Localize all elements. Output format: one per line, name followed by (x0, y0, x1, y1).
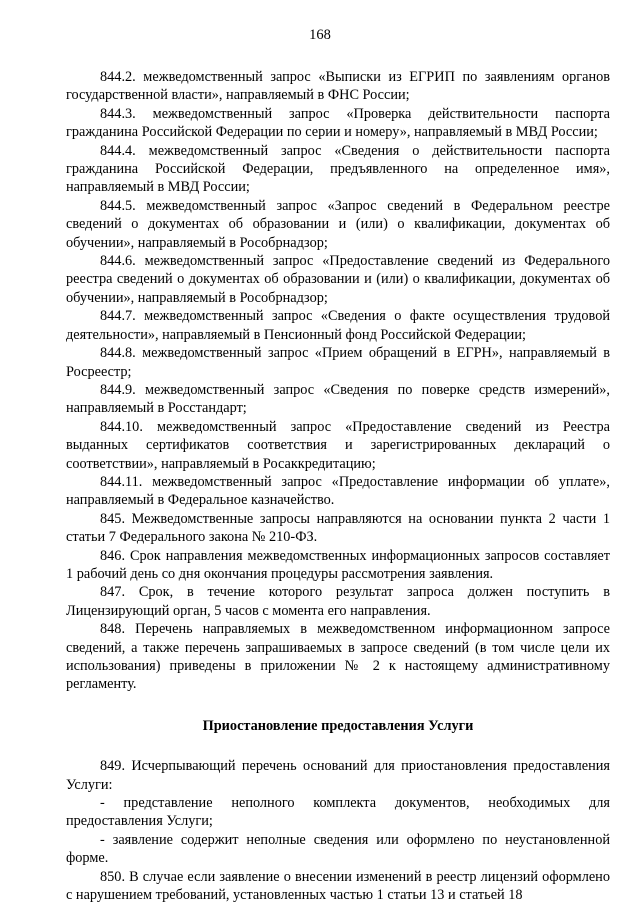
paragraph-850: 850. В случае если заявление о внесении изменений в реестр лицензий оформлено с нарушением требований, установленных частью 1 статьи 13 и статьей 18 (66, 868, 610, 904)
section-heading: Приостановление предоставления Услуги (202, 717, 474, 734)
paragraph-844-3: 844.3. межведомственный запрос «Проверка действительности паспорта гражданина Российской Федерации по серии и номеру», направляемый в МВД России; (66, 105, 610, 141)
paragraph-844-2: 844.2. межведомственный запрос «Выписки из ЕГРИП по заявлениям органов государственной власти», направляемый в ФНС России; (66, 69, 610, 104)
document-body (66, 68, 610, 904)
paragraph-844-4: 844.4. межведомственный запрос «Сведения о действительности паспорта гражданина Российской Федерации, предъявленного на определенное имя», направляемый в МВД России; (66, 142, 610, 196)
page-number: 168 (309, 27, 331, 43)
paragraph-849: 849. Исчерпывающий перечень оснований для приостановления предоставления Услуги: (66, 758, 610, 793)
paragraph-844-7: 844.7. межведомственный запрос «Сведения о факте осуществления трудовой деятельности», направляемый в Пенсионный фонд Российской Федерации; (66, 308, 610, 343)
paragraph-844-5: 844.5. межведомственный запрос «Запрос сведений в Федеральном реестре сведений о документах об образовании и (или) о квалификации, документах об обучении», направляемый в Рособрнадзор; (66, 197, 610, 251)
paragraph-844-8: 844.8. межведомственный запрос «Прием обращений в ЕГРН», направляемый в Росреестр; (66, 345, 610, 380)
paragraph-846: 846. Срок направления межведомственных информационных запросов составляет 1 рабочий день со дня окончания процедуры рассмотрения заявления. (66, 547, 610, 582)
paragraph-844-10: 844.10. межведомственный запрос «Предоставление сведений из Реестра выданных сертификатов соответствия и зарегистрированных деклараций о соответствии», направляемый в Росаккредитацию; (66, 418, 610, 472)
paragraph-847: 847. Срок, в течение которого результат запроса должен поступить в Лицензирующий орган, 5 часов с момента его направления. (66, 584, 610, 619)
paragraph-845: 845. Межведомственные запросы направляются на основании пункта 2 части 1 статьи 7 Федерального закона № 210-ФЗ. (66, 510, 610, 546)
paragraph-844-6: 844.6. межведомственный запрос «Предоставление сведений из Федерального реестра сведений о документах об образовании и (или) о квалификации, документах об обучении», направляемый в Рособрнадзор; (66, 253, 610, 306)
list-item-incomplete-documents: - представление неполного комплекта документов, необходимых для предоставления Услуги; (66, 795, 610, 830)
list-item-incomplete-application: - заявление содержит неполные сведения или оформлено по неустановленной форме. (66, 831, 610, 867)
paragraph-844-9: 844.9. межведомственный запрос «Сведения по поверке средств измерений», направляемый в Росстандарт; (66, 381, 610, 417)
paragraph-848: 848. Перечень направляемых в межведомственном информационном запросе сведений, а также перечень запрашиваемых в запросе сведений (в том числе цели их использования) приведены в приложении № 2 к настоящему административному регламенту. (66, 621, 610, 693)
paragraph-844-11: 844.11. межведомственный запрос «Предоставление информации об уплате», направляемый в Федеральное казначейство. (66, 473, 610, 509)
